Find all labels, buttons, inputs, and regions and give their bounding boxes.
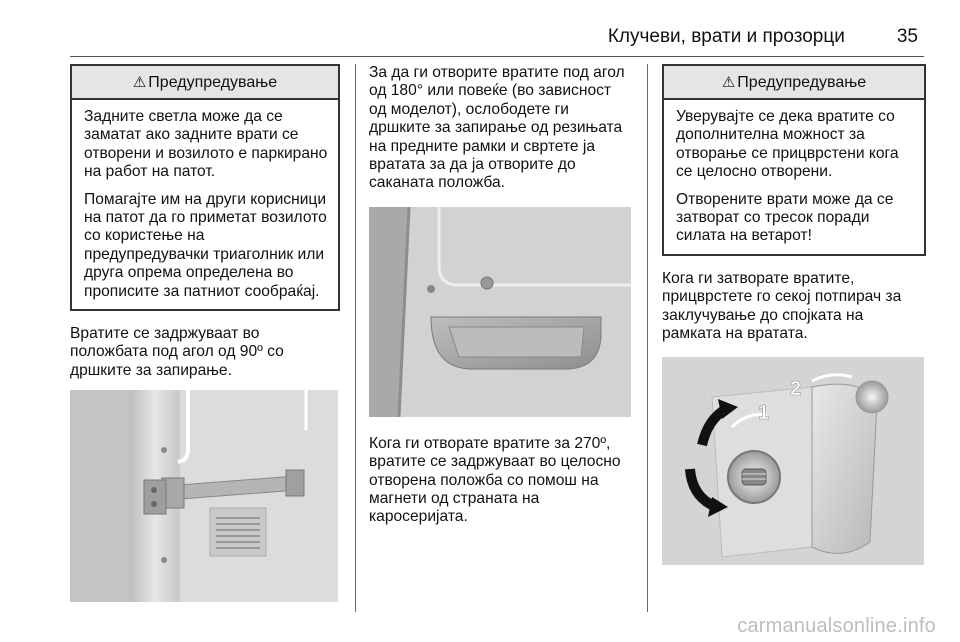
header-rule [70, 56, 924, 57]
warning-1-paragraph-1: Задните светла може да се заматат ако задните врати се отворени и возилото е паркирано на работ на патот. [84, 108, 328, 181]
warning-triangle-icon: ⚠ [132, 74, 147, 91]
col3-body-text: Кога ги затворате вратите, прицврстете го секој потпирач за заклучување до спојката на рамката на вратата. [662, 269, 902, 343]
warning-box-2 [662, 64, 926, 256]
col2-text-top: За да ги отворите вратите под агол од 180° или повеќе (во зависност од моделот), ослободете ги дршките за запирање од резињата на предните рамки и свртете ја вратата за да ја отворите до саканата положба. [369, 64, 625, 192]
figure-label-2: 2 [790, 378, 802, 401]
page-title: Клучеви, врати и прозорци [607, 26, 845, 47]
col2-text-bottom: Кога ги отворате вратите за 270º, вратите се задржуваат во целосно отворена положба со помош на магнети од страната на каросеријата. [369, 434, 621, 526]
door-check-strap-figure [70, 390, 338, 602]
column-2 [369, 64, 631, 527]
warning-2-paragraph-2: Отворените врати може да се затворат со тресок поради силата на ветарот! [676, 190, 894, 245]
locking-stay-illustration [662, 357, 924, 565]
locking-stay-figure [662, 357, 924, 565]
warning-body-2 [664, 100, 924, 254]
column-divider-1 [355, 64, 356, 612]
page-number: 35 [896, 26, 918, 47]
col1-body-text: Вратите се задржуваат во положбата под агол од 90º со дршките за запирање. [70, 325, 284, 379]
door-handle-figure [369, 207, 631, 417]
warning-1-paragraph-2: Помагајте им на други корисници на патот да го приметат возилото со користење на предупредувачки триаголник или друга опрема определена во прописите за патниот сообраќај. [84, 190, 327, 300]
column-1 [70, 64, 340, 602]
door-check-strap-illustration [70, 390, 338, 602]
column-divider-2 [647, 64, 648, 612]
figure-label-1: 1 [758, 402, 770, 425]
warning-header-2 [664, 66, 924, 100]
watermark: carmanualsonline.info [737, 615, 936, 637]
warning-2-paragraph-1: Уверувајте се дека вратите со дополнителна можност за отворање се прицврстени кога се целосно отворени. [676, 108, 899, 181]
warning-body-1 [72, 100, 338, 309]
warning-header-1 [72, 66, 338, 100]
door-handle-illustration [369, 207, 631, 417]
warning-title-2: Предупредување [737, 74, 867, 91]
warning-title-1: Предупредување [148, 74, 278, 91]
warning-box-1 [70, 64, 340, 311]
warning-triangle-icon: ⚠ [721, 74, 736, 91]
page-header [0, 26, 918, 48]
column-3 [662, 64, 926, 565]
